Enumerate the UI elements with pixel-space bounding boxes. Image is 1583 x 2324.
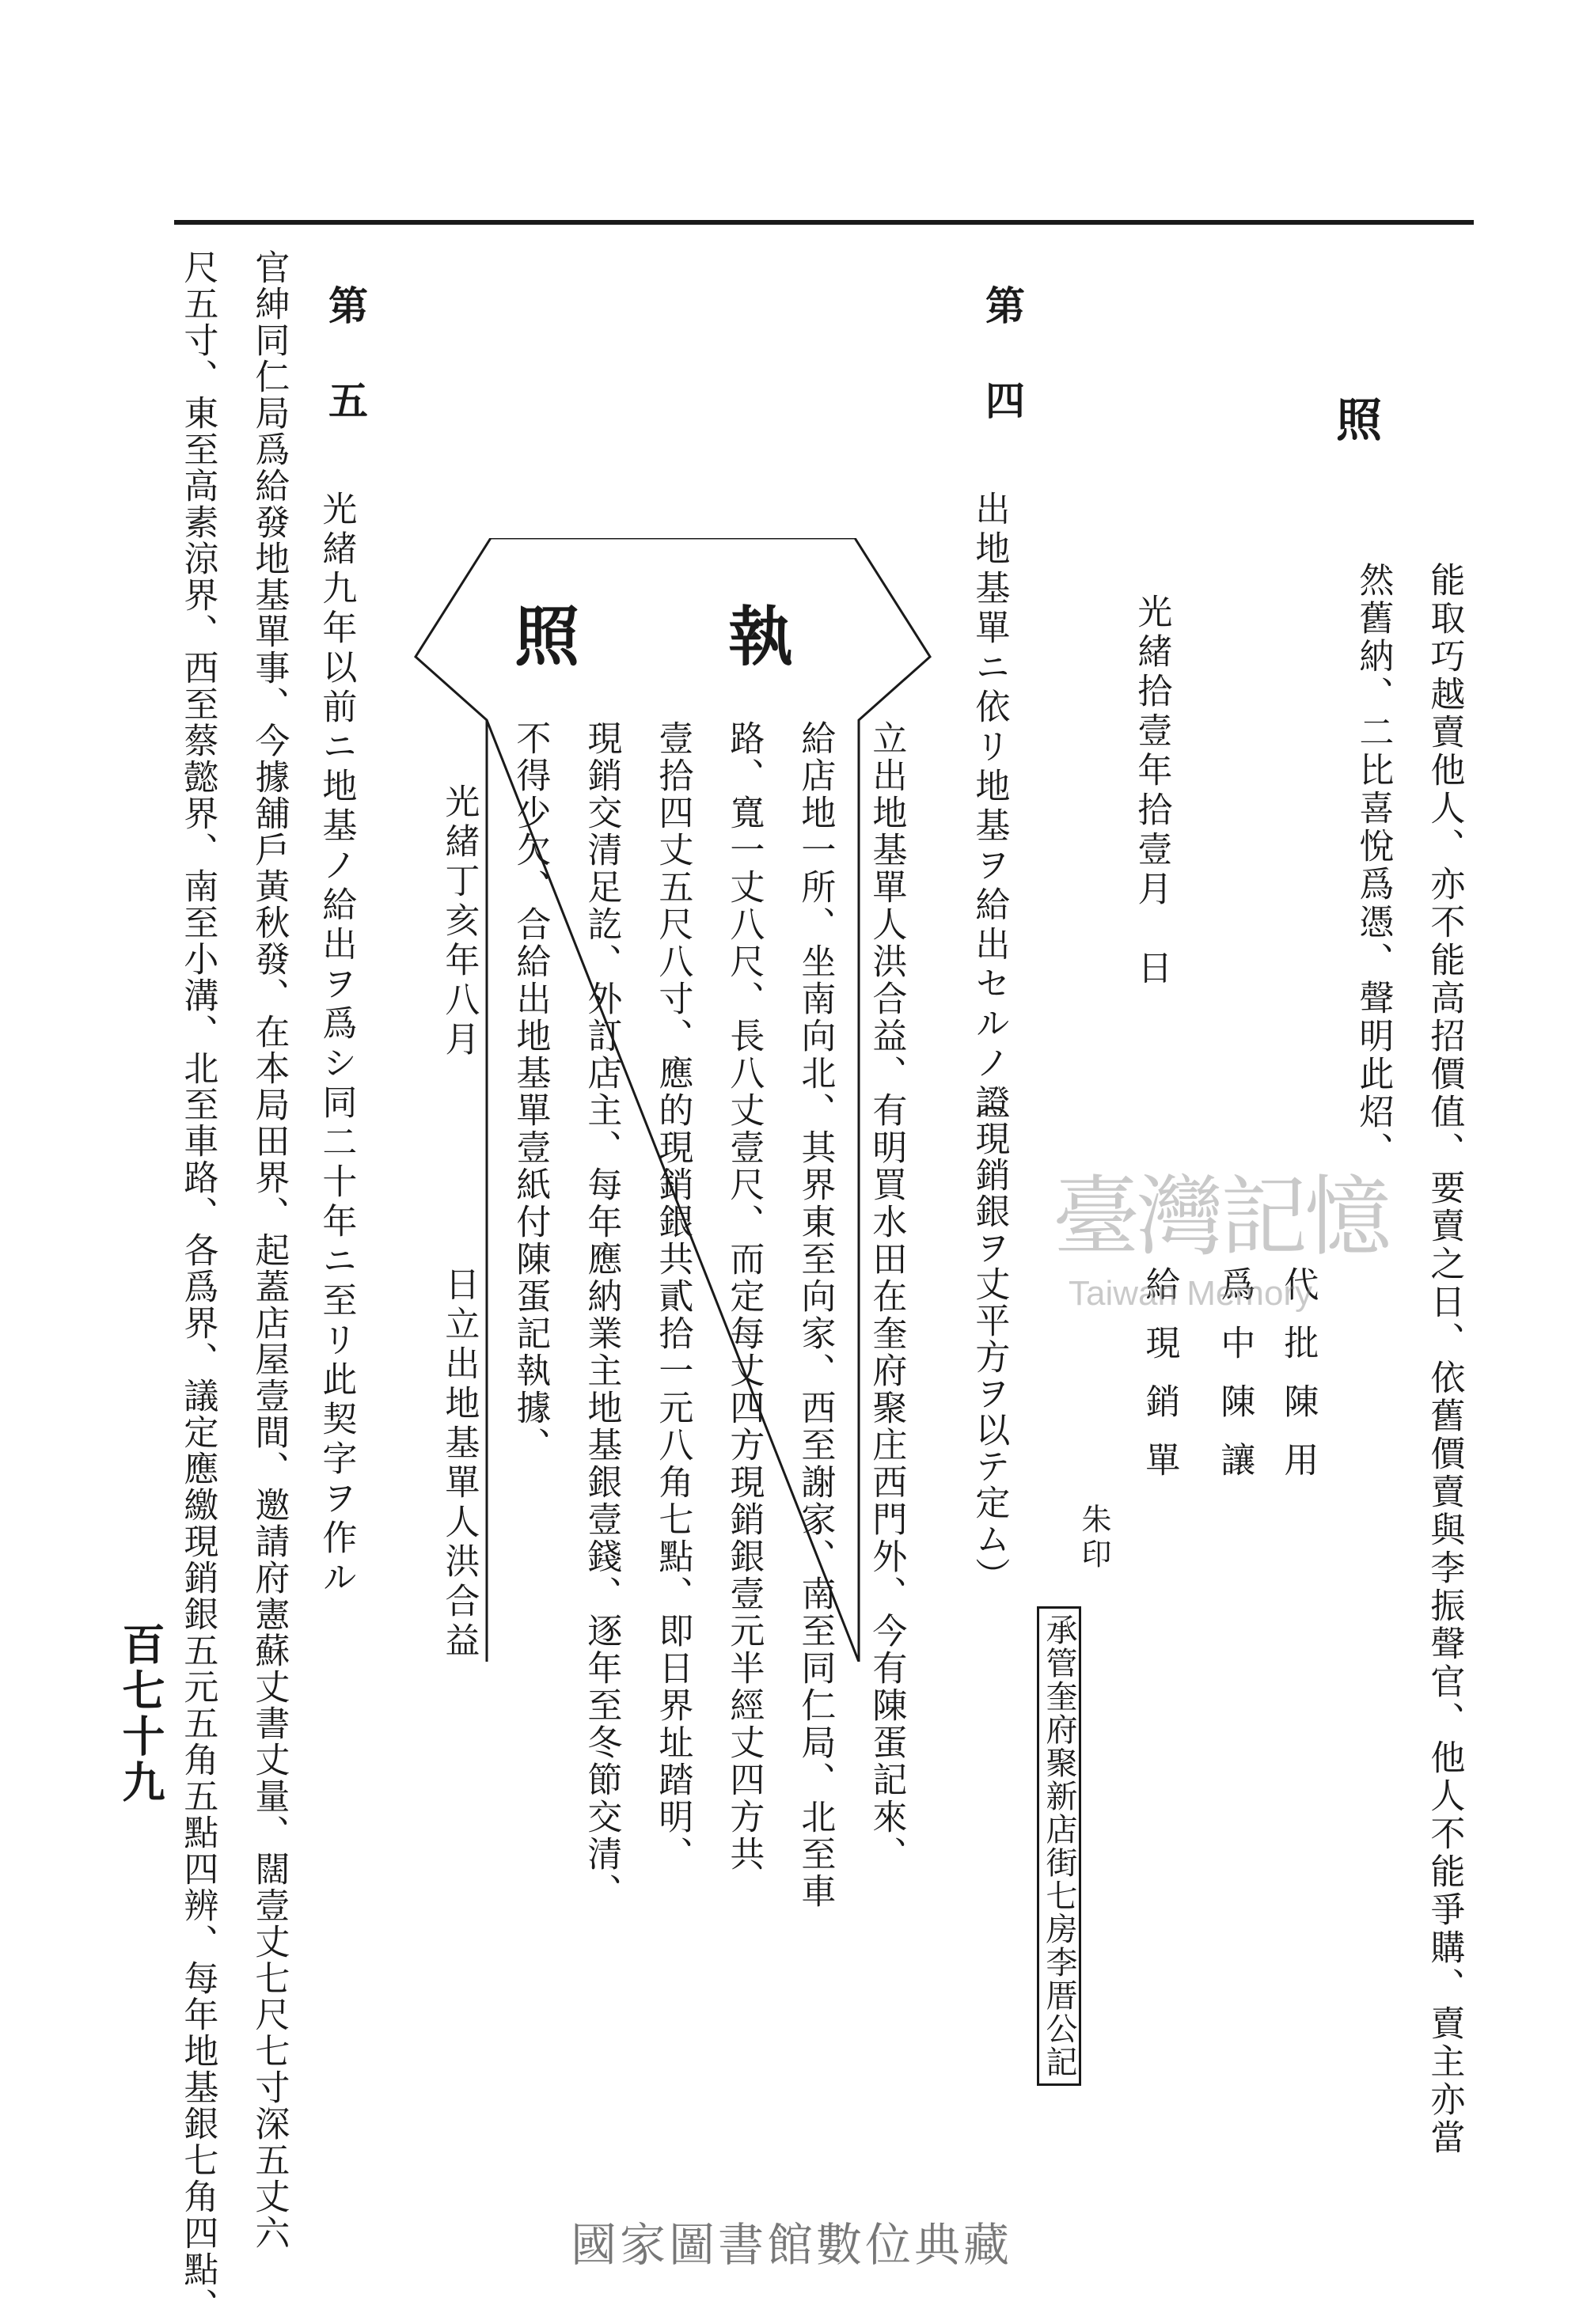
watermark-logo [1053,1147,1388,1337]
deed-line-6: 不得少欠、合給出地基單壹紙付陳蛋記執據、 [510,720,551,1464]
continuation-line-1: 能取巧越賣他人、亦不能高招價值、要賣之日、依舊價賣與李振聲官、他人不能爭購、賣主亦當 [1424,562,1465,2157]
deed-line-1: 立出地基單人洪合益、有明買水田在奎府聚庄西門外、今有陳蛋記來、 [866,720,907,1873]
page-number: 百七十九 [116,1622,166,1806]
deed-line-4: 壹拾四丈五尺八寸、應的現銷銀共貳拾一元八角七點、即日界址踏明、 [652,720,693,1873]
date-day: 日 [1131,950,1172,989]
signature-col-1: 代批陳用 [1277,1266,1319,1500]
stamp-line-1: 承管奎府聚新店 [1041,1613,1077,1846]
deed-date: 光緒丁亥年八月 [438,783,480,1060]
zhao-heading: 照 [1328,396,1382,446]
signature-col-2: 爲中陳讓 [1214,1266,1255,1500]
top-rule [174,220,1474,225]
deed-line-2: 給店地一所、坐南向北、其界東至向家、西至謝家、南至同仁局、北至車 [795,720,836,1910]
section5-heading: 第五 [322,285,369,475]
section5-line-1: 官紳同仁局爲給發地基單事、今據舖戶黃秋發、在本局田界、起蓋店屋壹間、邀請府憲蘇丈書丈量、闊壹丈七尺七寸深五丈六 [249,249,290,2251]
footer-credit: 國家圖書館數位典藏 [570,2218,1012,2272]
deed-signature: 日立出地基單人洪合益 [438,1266,480,1662]
stamp-line-2: 街七房李厝公記 [1041,1846,1077,2079]
deed-line-5: 現銷交清足訖、外訂店主、每年應納業主地基銀壹錢、逐年至冬節交清、 [581,720,622,1910]
deed-line-3: 路、寬一丈八尺、長八丈壹尺、而定每丈四方現銷銀壹元半經丈四方共 [723,720,765,1873]
section5-line-2: 尺五寸、東至高素涼界、西至蔡懿界、南至小溝、北至車路、各爲界、議定應繳現銷銀五元五角五點四辨、每年地基銀七角四點、 [177,249,218,2324]
date-line: 光緒拾壹年拾壹月 [1131,593,1172,910]
section4-description: 出地基單ニ依リ地基ヲ給出セルノ證 [969,491,1010,1124]
deed-title-left: 照 [514,599,580,675]
watermark-cn: 臺灣記憶 [1053,1166,1388,1268]
seal-label: 朱印 [1076,1503,1111,1573]
deed-title-right: 執 [728,599,794,675]
stamp-box [1037,1606,1081,2086]
section4-note: （現銷銀ヲ丈平方ヲ以テ定ム） [969,1084,1010,1594]
watermark-en: Taiwan Memory [1069,1274,1313,1313]
section5-description: 光緒九年以前ニ地基ノ給出ヲ爲シ同二十年ニ至リ此契字ヲ作ル [316,491,357,1598]
section4-heading: 第四 [979,285,1026,475]
continuation-line-2: 然舊納、二比喜悅爲憑、聲明此炤、 [1353,562,1394,1170]
signature-col-3: 給現銷單 [1139,1266,1180,1500]
